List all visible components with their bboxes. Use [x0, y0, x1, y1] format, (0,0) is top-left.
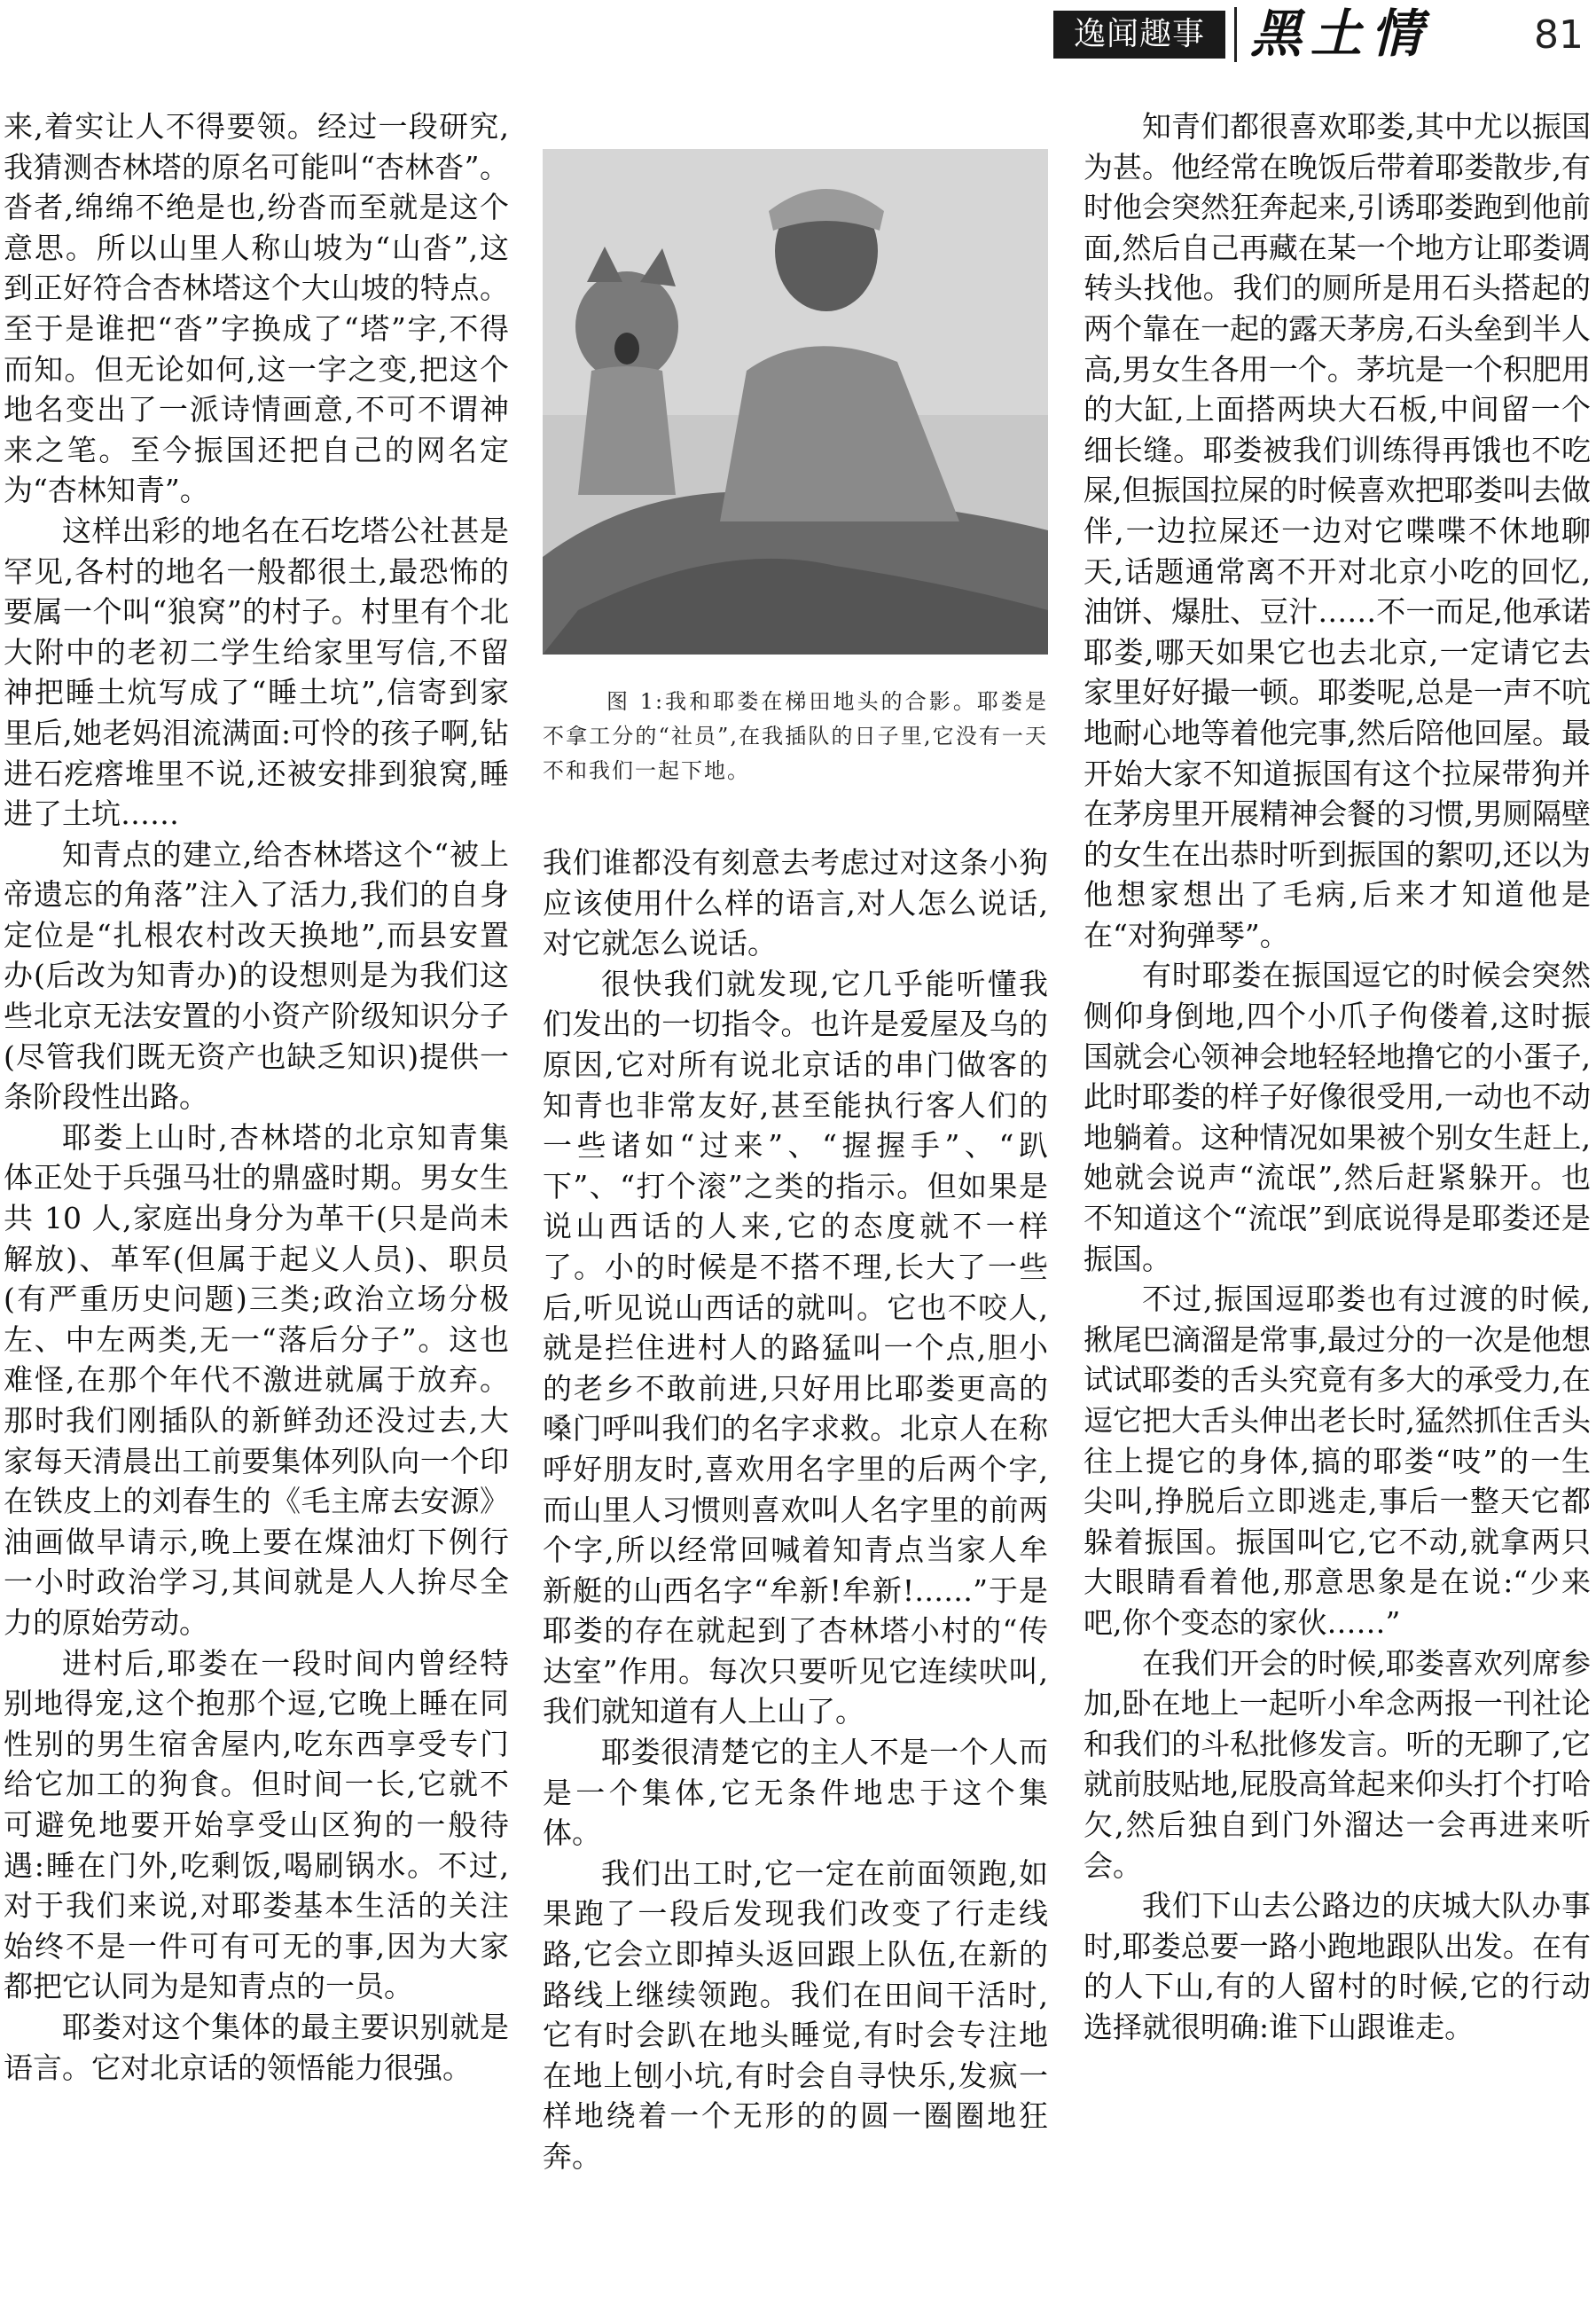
paragraph: 在我们开会的时候,耶娄喜欢列席参加,卧在地上一起听小牟念两报一刊社论和我们的斗私批修发言。听的无聊了,它就前肢贴地,屁股高耸起来仰头打个打哈欠,然后独自到门外溜达一会再进来听会。 [1084, 1645, 1591, 1883]
paragraph: 耶娄对这个集体的最主要识别就是语言。它对北京话的领悟能力很强。 [4, 2009, 509, 2085]
paragraph: 我们下山去公路边的庆城大队办事时,耶娄总要一路小跑地跟队出发。在有的人下山,有的人留村的时候,它的行动选择就很明确:谁下山跟谁走。 [1084, 1888, 1591, 2044]
paragraph: 知青点的建立,给杏林塔这个“被上帝遗忘的角落”注入了活力,我们的自身定位是“扎根农村改天换地”,而县安置办(后改为知青办)的设想则是为我们这些北京无法安置的小资产阶级知识分子(尽管我们既无资产也缺乏知识)提供一条阶段性出路。 [4, 836, 509, 1115]
page-number: 81 [1534, 12, 1584, 58]
paragraph: 很快我们就发现,它几乎能听懂我们发出的一切指令。也许是爱屋及乌的原因,它对所有说北京话的串门做客的知青也非常友好,甚至能执行客人们的一些诸如“过来”、“握握手”、“趴下”、“打个滚”之类的指示。但如果是说山西话的人来,它的态度就不一样了。小的时候是不搭不理,长大了一些后,听见说山西话的就叫。它也不咬人,就是拦住进村人的路猛叫一个点,胆小的老乡不敢前进,只好用比耶娄更高的嗓门呼叫我们的名字求救。北京人在称呼好朋友时,喜欢用名字里的后两个字,而山里人习惯则喜欢叫人名字里的前两个字,所以经常回喊着知青点当家人牟新艇的山西名字“牟新!牟新!……”于是耶娄的存在就起到了杏林塔小村的“传达室”作用。每次只要听见它连续吠叫,我们就知道有人上山了。 [543, 966, 1048, 1729]
paragraph: 进村后,耶娄在一段时间内曾经特别地得宠,这个抱那个逗,它晚上睡在同性别的男生宿舍屋内,吃东西享受专门给它加工的狗食。但时间一长,它就不可避免地要开始享受山区狗的一般待遇:睡在门外,吃剩饭,喝刷锅水。不过,对于我们来说,对耶娄基本生活的关注始终不是一件可有可无的事,因为大家都把它认同为是知青点的一员。 [4, 1645, 509, 2004]
text-column-1 [4, 106, 509, 2297]
paragraph: 不过,振国逗耶娄也有过渡的时候,揪尾巴滴溜是常事,最过分的一次是他想试试耶娄的舌头究竟有多大的承受力,在逗它把大舌头伸出老长时,猛然抓住舌头往上提它的身体,搞的耶娄“吱”的一生尖叫,挣脱后立即逃走,事后一整天它都躲着振国。振国叫它,它不动,就拿两只大眼睛看着他,那意思象是在说:“少来吧,你个变态的家伙……” [1084, 1282, 1591, 1640]
paragraph: 我们出工时,它一定在前面领跑,如果跑了一段后发现我们改变了行走线路,它会立即掉头返回跟上队伍,在新的路线上继续领跑。我们在田间干活时,它有时会趴在地头睡觉,有时会专注地在地上刨小坑,有时会自寻快乐,发疯一样地绕着一个无形的的圆一圈圈地狂奔。 [543, 1855, 1048, 2174]
section-tag: 逸闻趣事 [1053, 11, 1225, 59]
header-divider [1234, 7, 1237, 62]
paragraph: 这样出彩的地名在石圪塔公社甚是罕见,各村的地名一般都很土,最恐怖的要属一个叫“狼窝”的村子。村里有个北大附中的老初二学生给家里写信,不留神把睡土炕写成了“睡土坑”,信寄到家里后,她老妈泪流满面:可怜的孩子啊,钻进石疙瘩堆里不说,还被安排到狼窝,睡进了土坑…… [4, 513, 509, 832]
paragraph: 有时耶娄在振国逗它的时候会突然侧仰身倒地,四个小爪子佝偻着,这时振国就会心领神会地轻轻地撸它的小蛋子,此时耶娄的样子好像很受用,一动也不动地躺着。这种情况如果被个别女生赶上,她就会说声“流氓”,然后赶紧躲开。也不知道这个“流氓”到底说得是耶娄还是振国。 [1084, 958, 1591, 1276]
text-column-2 [543, 843, 1048, 2297]
magazine-title: 黑土情 [1250, 4, 1432, 64]
page-header [0, 0, 1596, 71]
photo-man-with-dog-icon [543, 149, 1048, 655]
paragraph: 耶娄上山时,杏林塔的北京知青集体正处于兵强马壮的鼎盛时期。男女生共 10 人,家庭出身分为革干(只是尚未解放)、革军(但属于起义人员)、职员(有严重历史问题)三类;政治立场分极左、中左两类,无一“落后分子”。这也难怪,在那个年代不激进就属于放弃。那时我们刚插队的新鲜劲还没过去,大家每天清晨出工前要集体列队向一个印在铁皮上的刘春生的《毛主席去安源》油画做早请示,晚上要在煤油灯下例行一小时政治学习,其间就是人人拚尽全力的原始劳动。 [4, 1119, 509, 1640]
paragraph: 耶娄很清楚它的主人不是一个人而是一个集体,它无条件地忠于这个集体。 [543, 1735, 1048, 1851]
paragraph: 我们谁都没有刻意去考虑过对这条小狗应该使用什么样的语言,对人怎么说话,对它就怎么说话。 [543, 845, 1048, 961]
text-column-3 [1084, 106, 1591, 2297]
figure-caption: 图 1:我和耶娄在梯田地头的合影。耶娄是不拿工分的“社员”,在我插队的日子里,它没有一天不和我们一起下地。 [543, 689, 1048, 783]
paragraph: 来,着实让人不得要领。经过一段研究,我猜测杏林塔的原名可能叫“杏林沓”。沓者,绵绵不绝是也,纷沓而至就是这个意思。所以山里人称山坡为“山沓”,这到正好符合杏林塔这个大山坡的特点。至于是谁把“沓”字换成了“塔”字,不得而知。但无论如何,这一字之变,把这个地名变出了一派诗情画意,不可不谓神来之笔。至今振国还把自己的网名定为“杏林知青”。 [4, 109, 509, 508]
paragraph: 知青们都很喜欢耶娄,其中尤以振国为甚。他经常在晚饭后带着耶娄散步,有时他会突然狂奔起来,引诱耶娄跑到他前面,然后自己再藏在某一个地方让耶娄调转头找他。我们的厕所是用石头搭起的两个靠在一起的露天茅房,石头垒到半人高,男女生各用一个。茅坑是一个积肥用的大缸,上面搭两块大石板,中间留一个细长缝。耶娄被我们训练得再饿也不吃屎,但振国拉屎的时候喜欢把耶娄叫去做伴,一边拉屎还一边对它喋喋不休地聊天,话题通常离不开对北京小吃的回忆,油饼、爆肚、豆汁……不一而足,他承诺耶娄,哪天如果它也去北京,一定请它去家里好好撮一顿。耶娄呢,总是一声不吭地耐心地等着他完事,然后陪他回屋。最开始大家不知道振国有这个拉屎带狗并在茅房里开展精神会餐的习惯,男厕隔壁的女生在出恭时听到振国的絮叨,还以为他想家想出了毛病,后来才知道他是在“对狗弹琴”。 [1084, 109, 1591, 953]
